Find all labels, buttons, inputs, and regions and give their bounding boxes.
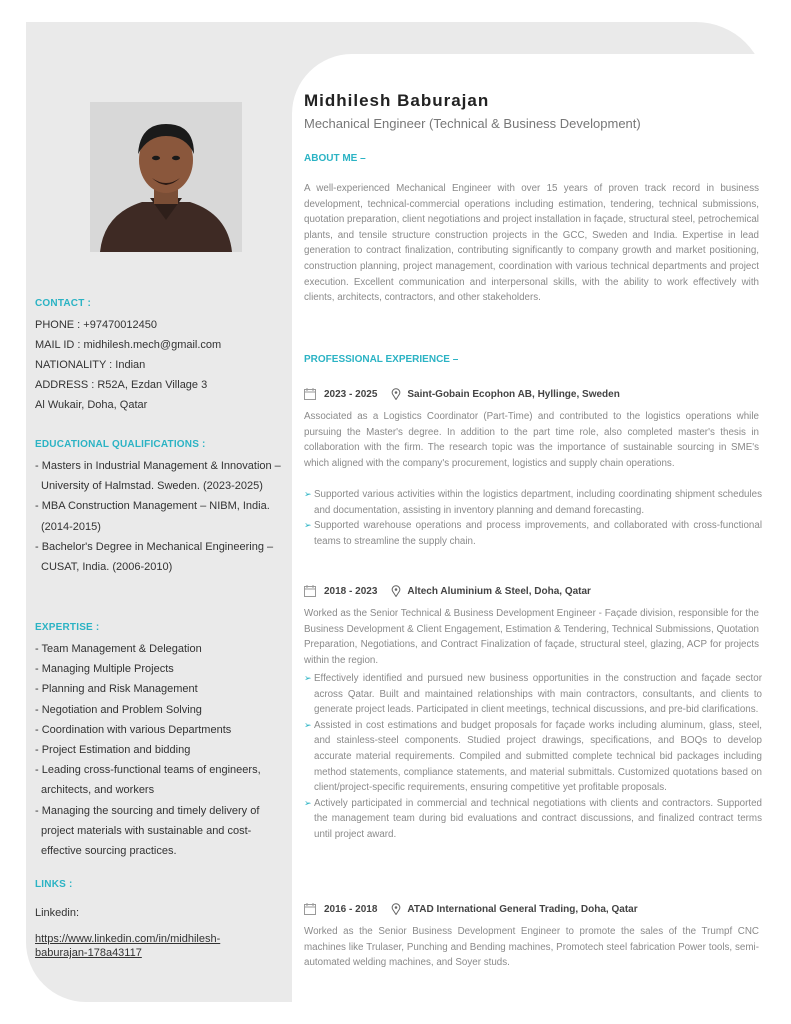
list-item: - Negotiation and Problem Solving bbox=[35, 703, 202, 716]
list-item: - Bachelor's Degree in Mechanical Engineering – CUSAT, India. (2006-2010) bbox=[35, 540, 274, 574]
location-pin-icon bbox=[391, 388, 401, 400]
list-item: - Managing Multiple Projects bbox=[35, 663, 174, 676]
job-summary: Worked as the Senior Business Development Engineer to promote the sales of the Trumpf CNC machines like Trulaser, Punching and Bending machines, Promotech steel fabrication Power tools, semi-automated welding machines, and Soyer studs. bbox=[304, 926, 759, 969]
list-item: ➢ Actively participated in commercial and technical negotiations with clients and contractors. Supported the management team during bid evaluations and contract discussions, and finalized contract terms until project award. bbox=[304, 796, 762, 843]
linkedin-label: Linkedin: bbox=[35, 907, 80, 919]
education-list bbox=[35, 456, 290, 577]
job-title: Mechanical Engineer (Technical & Business Development) bbox=[304, 116, 641, 131]
expertise-list bbox=[35, 639, 290, 861]
list-item: ➢ Supported various activities within the logistics department, including coordinating shipment schedules and documentation, assisting in inventory planning and demand forecasting. bbox=[304, 487, 762, 518]
list-item: ➢ Effectively identified and pursued new business opportunities in the construction and façade sector across Qatar. Built and maintained relationships with main contractors, consultants, and clients to generate project leads. Participated in client meetings, technical discussions, and pre-bid clarifications. bbox=[304, 671, 762, 718]
job-summary: Associated as a Logistics Coordinator (Part-Time) and contributed to the logistics operations while pursuing the Master's degree. In addition to the part time role, also completed master's thesis in collaboration with the firm. The research topic was the importance of sustainable sourcing in SME's which aligned with the company's procurement, logistics and supply chain operations. bbox=[304, 411, 759, 469]
profile-photo bbox=[90, 102, 242, 252]
calendar-icon bbox=[304, 585, 316, 597]
list-item: - Managing the sourcing and timely delivery of project materials with sustainable and cost-effective sourcing practices. bbox=[35, 804, 260, 858]
list-item: ➢ Supported warehouse operations and process improvements, and collaborated with cross-functional teams to streamline the supply chain. bbox=[304, 518, 762, 549]
list-item: - Team Management & Delegation bbox=[35, 643, 202, 655]
experience-heading: PROFESSIONAL EXPERIENCE – bbox=[304, 354, 459, 365]
about-heading: ABOUT ME – bbox=[304, 153, 366, 164]
job-header bbox=[304, 583, 764, 599]
list-item: - Project Estimation and bidding bbox=[35, 744, 191, 757]
list-item: - MBA Construction Management – NIBM, India. (2014-2015) bbox=[35, 500, 270, 533]
about-text: A well-experienced Mechanical Engineer with over 15 years of proven track record in business development, technical-commercial operations including estimation, tendering, technical submissions, quotation preparation, client negotiations and project installation in façade, structural steel, petrochemical plants, and tensile structure construction projects in the GCC, Sweden and India. Expertise in lead generation to contract finalization, contributing significantly to company growth and market positioning, construction planning, project management, coordination with various technical departments and project execution. Excellent communication and interpersonal skills, with the ability to work effectively with clients, architects, contractors, and other stakeholders. bbox=[304, 183, 759, 304]
list-item: ➢ Assisted in cost estimations and budget proposals for façade works including aluminum, glass, steel, and stainless-steel components. Studied project drawings, specifications, and BOQs to develop accurate material requirements. Compiled and submitted complete technical bid packages including method statements, compliance statements, and material submittals. Customized quotations based on client/project-specific requirements, ensuring competitive yet profitable proposals. bbox=[304, 718, 762, 796]
expertise-heading: EXPERTISE : bbox=[35, 622, 100, 633]
job-header bbox=[304, 901, 764, 917]
job-company: Saint-Gobain Ecophon AB, Hyllinge, Sweden bbox=[407, 388, 620, 400]
contact-heading: CONTACT : bbox=[35, 298, 92, 309]
location-pin-icon bbox=[391, 903, 401, 915]
sidebar bbox=[26, 22, 292, 1002]
job-company: ATAD International General Trading, Doha, Qatar bbox=[407, 903, 638, 915]
job-dates: 2018 - 2023 bbox=[324, 585, 378, 597]
contact-details: PHONE : +97470012450 MAIL ID : midhilesh.mech@gmail.com NATIONALITY : Indian ADDRESS : R52A, Ezdan Village 3 Al Wukair, Doha, Qatar bbox=[35, 319, 222, 411]
list-item: - Masters in Industrial Management & Innovation – University of Halmstad. Sweden. (2023-2025) bbox=[35, 460, 281, 493]
job-summary: Worked as the Senior Technical & Business Development Engineer - Façade division, responsible for the Business Development & Client Engagement, Estimation & Tendering, Technical Submissions, Quotation Preparation, Negotiations, and Contract Finalization of façade, structural steel, glazing, ACP for projects within the region. bbox=[304, 608, 759, 666]
job-header bbox=[304, 386, 764, 402]
job-bullets bbox=[304, 487, 762, 549]
location-pin-icon bbox=[391, 585, 401, 597]
list-item: - Planning and Risk Management bbox=[35, 683, 198, 696]
calendar-icon bbox=[304, 388, 316, 400]
job-dates: 2016 - 2018 bbox=[324, 903, 378, 915]
linkedin-link[interactable]: https://www.linkedin.com/in/midhilesh-baburajan-178a43117 bbox=[35, 933, 221, 959]
list-item: - Leading cross-functional teams of engineers, architects, and workers bbox=[35, 764, 261, 797]
list-item: - Coordination with various Departments bbox=[35, 723, 232, 736]
person-name: Midhilesh Baburajan bbox=[304, 91, 490, 110]
job-company: Altech Aluminium & Steel, Doha, Qatar bbox=[407, 585, 591, 597]
education-heading: EDUCATIONAL QUALIFICATIONS : bbox=[35, 439, 206, 450]
job-dates: 2023 - 2025 bbox=[324, 388, 378, 400]
links-heading: LINKS : bbox=[35, 879, 73, 890]
job-bullets bbox=[304, 671, 762, 843]
calendar-icon bbox=[304, 903, 316, 915]
